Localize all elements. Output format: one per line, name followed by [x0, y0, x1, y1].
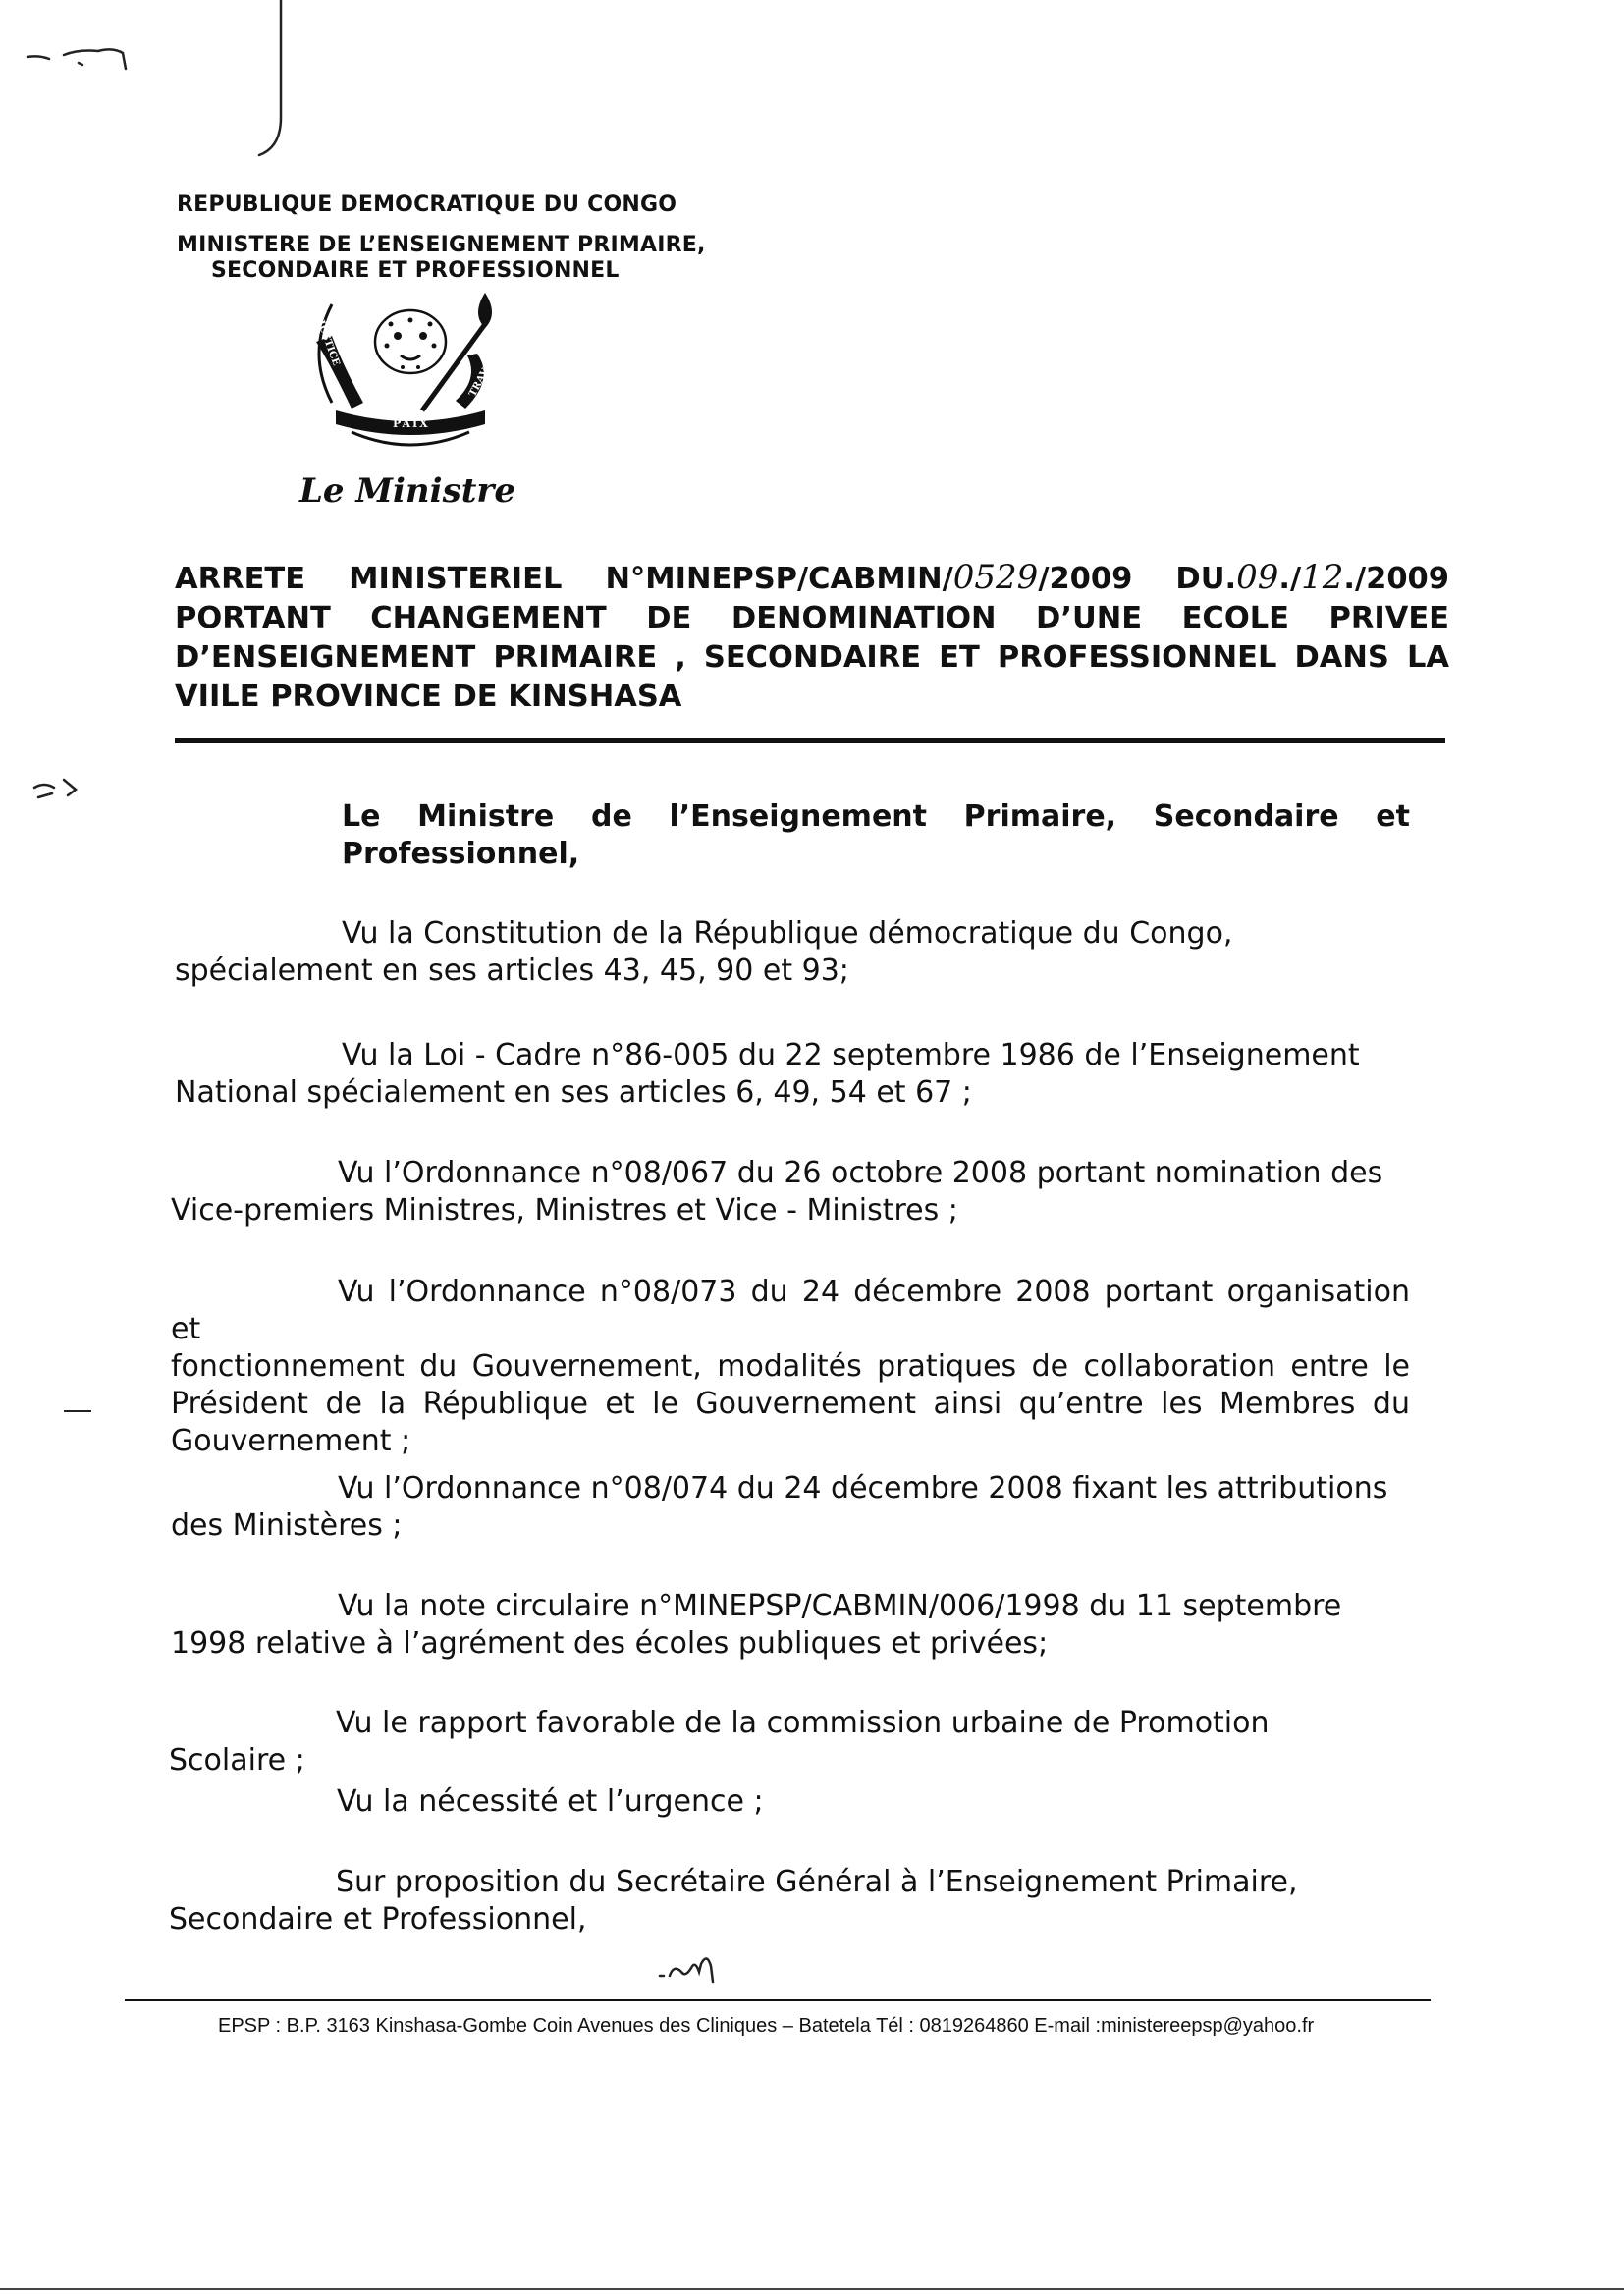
scan-mark-top-bracket	[245, 0, 304, 167]
title-underline	[175, 738, 1445, 743]
margin-dash	[64, 1410, 91, 1412]
proposal-first-line: Sur proposition du Secrétaire Général à l’Enseignement Primaire,	[336, 1865, 1298, 1899]
consideration-first-line: Vu la Constitution de la République démocratique du Congo,	[342, 916, 1233, 951]
consideration-rest: spécialement en ses articles 43, 45, 90 et 93;	[175, 954, 849, 988]
consideration-rest: Scolaire ;	[169, 1743, 305, 1777]
scan-mark-top-left	[20, 29, 177, 88]
consideration-rest: National spécialement en ses articles 6, 49, 54 et 67 ;	[175, 1075, 972, 1110]
minister-heading: Le Ministre	[299, 471, 515, 511]
ministry-name-line1: MINISTERE DE L’ENSEIGNEMENT PRIMAIRE,	[177, 233, 706, 257]
emblem-motto-paix: PAIX	[393, 417, 430, 430]
consideration-note-circulaire	[171, 1588, 1410, 1663]
consideration-first-line: Vu l’Ordonnance n°08/067 du 26 octobre 2008 portant nomination des	[338, 1156, 1383, 1190]
consideration-first-line: Vu le rapport favorable de la commission urbaine de Promotion	[336, 1706, 1270, 1740]
consideration-first-line: Vu l’Ordonnance n°08/074 du 24 décembre 2008 fixant les attributions	[338, 1471, 1388, 1505]
consideration-rest: 1998 relative à l’agrément des écoles publiques et privées;	[171, 1626, 1049, 1661]
consideration-rest: des Ministères ;	[171, 1508, 403, 1543]
emblem-motto-travail: TRAVAIL	[467, 351, 501, 399]
proposal-rest: Secondaire et Professionnel,	[169, 1902, 587, 1937]
decree-date-year: ./2009	[1343, 562, 1449, 596]
decree-title-prefix: ARRETE MINISTERIEL N°MINEPSP/CABMIN/	[175, 562, 953, 596]
initials-paraphe	[656, 1942, 734, 1992]
country-name: REPUBLIQUE DEMOCRATIQUE DU CONGO	[177, 192, 677, 217]
consideration-first-line: Vu l’Ordonnance n°08/073 du 24 décembre 2008 portant organisation et	[171, 1275, 1410, 1346]
decree-title-subject: PORTANT CHANGEMENT DE DENOMINATION D’UNE ECOLE PRIVEE D’ENSEIGNEMENT PRIMAIRE , SECONDAIRE ET PROFESSIONNEL DANS LA VIILE PROVINCE DE KINSHASA	[175, 601, 1449, 714]
consideration-ordonnance-073	[171, 1274, 1410, 1460]
consideration-first-line: Vu la Loi - Cadre n°86-005 du 22 septembre 1986 de l’Enseignement	[342, 1038, 1360, 1072]
ministry-name-line2: SECONDAIRE ET PROFESSIONNEL	[211, 258, 620, 283]
coat-of-arms-emblem	[293, 285, 528, 457]
scan-bottom-edge	[0, 2288, 1624, 2290]
decree-day-handwritten: 09	[1236, 558, 1279, 597]
consideration-constitution	[175, 915, 1410, 990]
consideration-ordonnance-074	[171, 1470, 1410, 1545]
consideration-rest: fonctionnement du Gouvernement, modalités pratiques de collaboration entre le Président de la République et le Gouvernement ainsi qu’entre les Membres du Gouvernement ;	[171, 1349, 1410, 1458]
decree-month-handwritten: 12	[1301, 558, 1344, 597]
consideration-first-line: Vu la note circulaire n°MINEPSP/CABMIN/006/1998 du 11 septembre	[338, 1589, 1342, 1623]
decree-title	[175, 558, 1449, 717]
consideration-loi-cadre	[175, 1037, 1410, 1112]
intro-minister: Le Ministre de l’Enseignement Primaire, Secondaire et Professionnel,	[342, 799, 1410, 871]
footer-contact: EPSP : B.P. 3163 Kinshasa-Gombe Coin Avenues des Cliniques – Batetela Tél : 0819264860 E-mail :ministereepsp@yahoo.fr	[218, 2015, 1315, 2037]
consideration-necessity: Vu la nécessité et l’urgence ;	[337, 1784, 764, 1819]
footer-rule	[125, 1999, 1431, 2001]
decree-year: /2009 DU.	[1038, 562, 1237, 596]
consideration-ordonnance-067	[171, 1155, 1410, 1229]
proposal-paragraph	[169, 1864, 1404, 1939]
emblem-motto-justice: JUSTICE	[314, 318, 342, 368]
decree-number-handwritten: 0529	[952, 558, 1039, 597]
consideration-rest: Vice-premiers Ministres, Ministres et Vice - Ministres ;	[171, 1193, 958, 1228]
consideration-rapport	[169, 1705, 1404, 1779]
margin-mark	[25, 766, 103, 825]
decree-date-separator: ./	[1278, 562, 1302, 596]
